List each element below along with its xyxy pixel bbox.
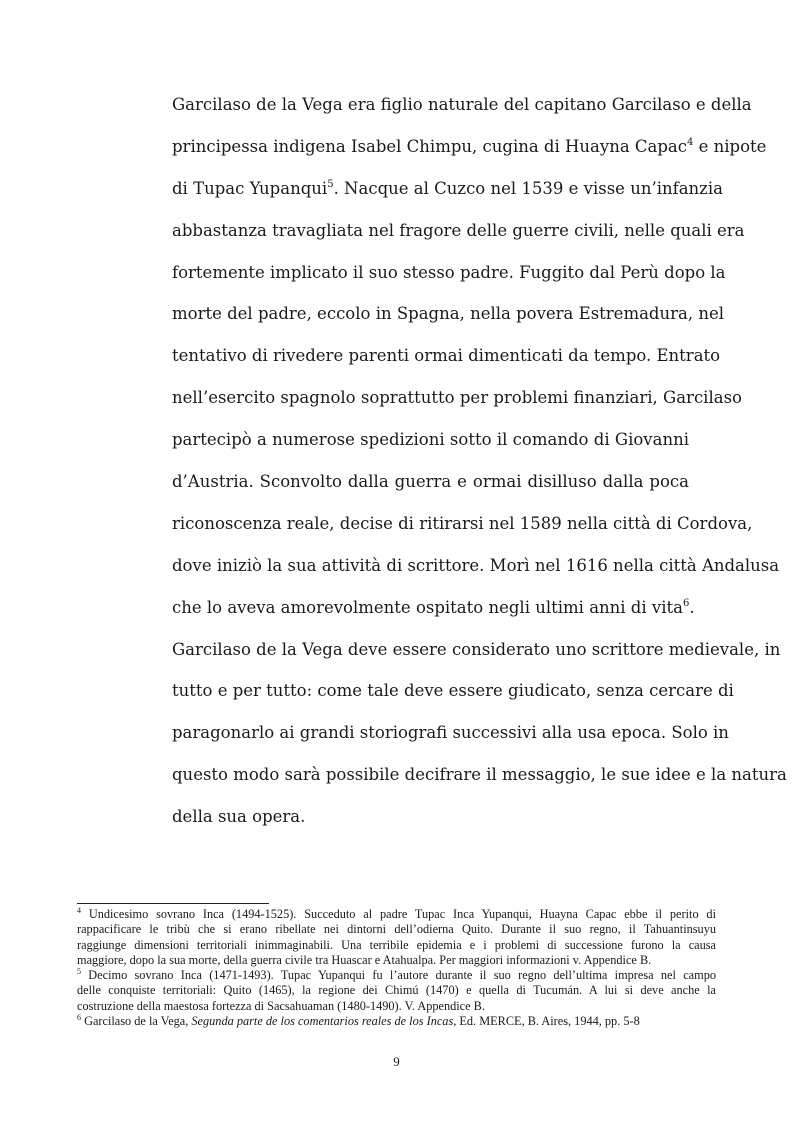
body-line-text: principessa indigena Isabel Chimpu, cugina di Huayna Capac [172, 136, 688, 156]
footnote-text: rappacificare le tribù che si erano ribellate nei dintorni dell’odierna Quito. Durante il suo regno, il Tahuantinsuyu [77, 922, 716, 937]
body-line-text: di Tupac Yupanqui [172, 178, 328, 198]
footnote-title: Segunda parte de los comentarios reales de los Incas [191, 1014, 454, 1029]
body-line [172, 545, 780, 587]
body-line-text: e nipote [693, 136, 767, 156]
footnote-text: maggiore, dopo la sua morte, della guerra civile tra Huascar e Atahualpa. Per maggiori informazioni v. Appendice B. [77, 952, 652, 967]
body-line [172, 293, 724, 335]
body-line [172, 126, 767, 168]
footnote-text: raggiunge dimensioni territoriali inimmaginabili. Una terribile epidemia e i problemi di successione furono la causa [77, 937, 716, 952]
body-line [172, 377, 742, 419]
body-line [172, 712, 729, 754]
footnote-text: Garcilaso de la Vega, [81, 1014, 192, 1029]
body-line-text: che lo aveva amorevolmente ospitato negli ultimi anni di vita [172, 597, 683, 617]
footnote-ref: 5 [327, 178, 334, 190]
body-line-text: . [689, 597, 695, 617]
body-line-text: dove iniziò la sua attività di scrittore. Morì nel 1616 nella città Andalusa [172, 555, 780, 575]
footnote-text: costruzione della maestosa fortezza di Sacsahuaman (1480-1490). V. Appendice B. [77, 998, 485, 1013]
footnote-separator [77, 903, 269, 904]
body-line-text: fortemente implicato il suo stesso padre. Fuggito dal Perù dopo la [172, 262, 726, 282]
footnote-line [77, 907, 716, 922]
body-line-text: tutto e per tutto: come tale deve essere giudicato, senza cercare di [172, 681, 734, 701]
footnote-number: 4 [77, 906, 81, 915]
body-line [172, 168, 723, 210]
footnote-ref: 4 [687, 136, 694, 148]
body-line [172, 670, 734, 712]
footnote-line [77, 953, 716, 968]
body-line-text: partecipò a numerose spedizioni sotto il comando di Giovanni [172, 430, 689, 450]
body-line [172, 754, 787, 796]
body-line-text: morte del padre, eccolo in Spagna, nella povera Estremadura, nel [172, 304, 724, 324]
body-line-text: d’Austria. Sconvolto dalla guerra e ormai disilluso dalla poca [172, 472, 689, 492]
body-line-text: Garcilaso de la Vega era figlio naturale del capitano Garcilaso e della [172, 95, 752, 114]
body-line [172, 419, 689, 461]
footnotes [77, 907, 716, 1029]
footnote-line [77, 922, 716, 937]
body-text [172, 84, 787, 838]
body-line-text: questo modo sarà possibile decifrare il messaggio, le sue idee e la natura [172, 765, 787, 785]
body-line [172, 335, 721, 377]
footnote-ref: 6 [682, 597, 690, 609]
footnote-number: 5 [77, 967, 81, 977]
body-line-text: riconoscenza reale, decise di ritirarsi nel 1589 nella città di Cordova, [172, 513, 753, 533]
body-line [172, 629, 781, 671]
page-number: 9 [393, 1054, 400, 1069]
body-line-text: della sua opera. [172, 807, 306, 827]
footnote-text: delle conquiste territoriali: Quito (1465), la regione dei Chimú (1470) e quella di Tucumán. A lui si deve anche la [77, 983, 716, 998]
body-line-text: . Nacque al Cuzco nel 1539 e visse un’infanzia [333, 178, 723, 198]
footnote-line [77, 1014, 716, 1029]
body-line [172, 461, 689, 503]
footnote-line [77, 999, 716, 1014]
body-line-text: abbastanza travagliata nel fragore delle guerre civili, nelle quali era [172, 220, 745, 240]
body-line [172, 503, 753, 545]
body-line-text: tentativo di rivedere parenti ormai dimenticati da tempo. Entrato [172, 346, 721, 366]
footnote-line [77, 968, 716, 983]
body-line [172, 84, 752, 126]
footnote-text: , Ed. MERCE, B. Aires, 1944, pp. 5-8 [453, 1014, 640, 1029]
body-line-text: nell’esercito spagnolo soprattutto per problemi finanziari, Garcilaso [172, 388, 742, 408]
body-line-text: Garcilaso de la Vega deve essere considerato uno scrittore medievale, in [172, 639, 781, 659]
body-line-text: paragonarlo ai grandi storiografi successivi alla usa epoca. Solo in [172, 723, 729, 743]
body-line [172, 210, 745, 252]
footnote-line [77, 938, 716, 953]
body-line [172, 252, 726, 294]
body-line [172, 587, 695, 629]
body-line [172, 796, 689, 838]
footnote-text: Decimo sovrano Inca (1471-1493). Tupac Yupanqui fu l’autore durante il suo regno dell’ultima impresa nel campo [81, 968, 716, 983]
footnote-line [77, 983, 716, 998]
footnote-number: 6 [77, 1013, 81, 1023]
footnote-text: Undicesimo sovrano Inca (1494-1525). Succeduto al padre Tupac Inca Yupanqui, Huayna Capac ebbe il perito di [81, 907, 716, 921]
